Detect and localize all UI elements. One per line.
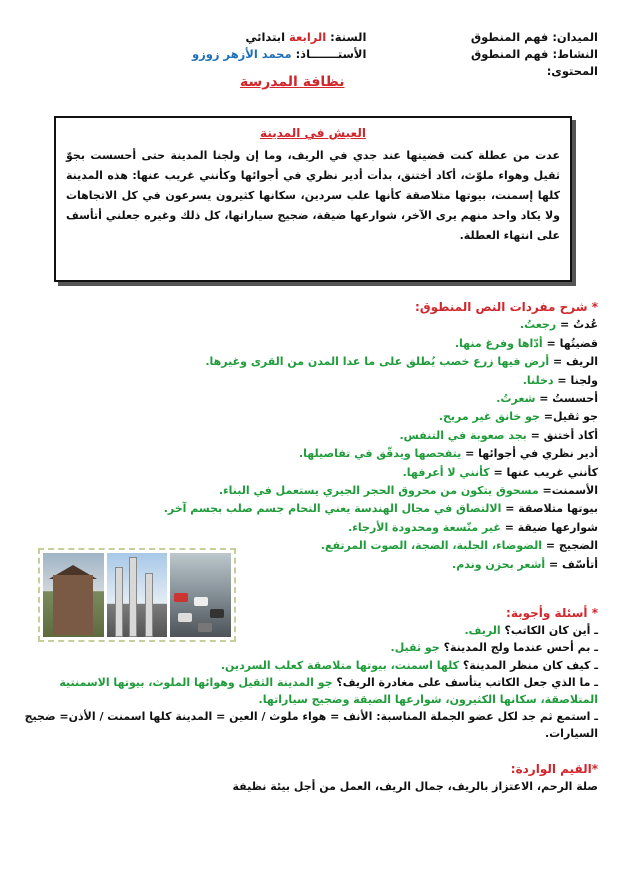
header-field-domain: الميدان: فهم المنطوق <box>470 30 598 44</box>
vocab-term: أحسستُ = <box>535 392 598 406</box>
vocab-item <box>18 427 598 445</box>
vocab-definition: أشعر بحزن وندم. <box>452 557 546 571</box>
vocab-definition: جو خانق غير مريح. <box>438 410 540 424</box>
header-field-teacher: الأستـــــــاذ: محمد الأزهر زوزو <box>192 47 367 61</box>
header-left <box>192 30 366 78</box>
qa-section <box>18 605 598 743</box>
vocab-item <box>18 519 598 537</box>
question-text: ـ أين كان الكاتب؟ <box>500 624 598 638</box>
vocab-definition: أدّاها وفرغ منها. <box>454 336 543 350</box>
text-title: العيش في المدينة <box>260 126 366 140</box>
vocab-definition: دخلنا. <box>522 373 554 387</box>
content-title: نظافة المدرسة <box>240 74 345 90</box>
vocab-item <box>18 353 598 371</box>
qa-title: * أسئلة وأجوبة: <box>506 606 598 620</box>
header <box>22 30 598 78</box>
qa-item <box>18 674 598 708</box>
question-text: ـ كيف كان منظر المدينة؟ <box>459 658 598 672</box>
vocab-definition: بجد صعوبة في التنفس. <box>399 428 527 442</box>
vocab-definition: شعرتُ. <box>496 392 536 406</box>
answer-text: جو المدينة الثقيل وهوائها الملوث، بيوتها الاسمنتية المتلاصقة، سكانها الكثيرون، شوارعها الضيقة وضجيج سياراتها. <box>59 675 598 707</box>
header-right <box>471 30 598 78</box>
vocab-item <box>18 372 598 390</box>
vocab-term: الضجيج = <box>542 539 598 553</box>
vocab-definition: مسحوق يتكون من محروق الحجر الجيري يستعمل في البناء. <box>218 484 539 498</box>
answer-text: كلها اسمنت، بيوتها متلاصقة كعلب السردين. <box>220 658 460 672</box>
vocab-item <box>18 445 598 463</box>
answer-text: الريف. <box>464 624 501 638</box>
vocab-item <box>18 335 598 353</box>
qa-item <box>18 639 598 656</box>
vocab-term: قضيتُها = <box>542 336 598 350</box>
qa-item <box>18 657 598 674</box>
qa-list <box>18 622 598 742</box>
text-box <box>54 116 572 282</box>
vocab-term: ولجنا = <box>553 373 598 387</box>
question-text: ـ استمع ثم جد لكل عضو الجملة المناسبة: الأنف = هواء ملوث / العين = المدينة كلها اسمنت / الأذن= ضجيج السيارات. <box>24 710 598 741</box>
vocab-term: عُدتُ = <box>556 318 598 332</box>
vocab-definition: كأنني لا أعرفها. <box>402 465 490 479</box>
vocab-term: الأسمنت= <box>538 484 598 498</box>
vocab-definition: الضوضاء، الجلبة، الضجة، الصوت المرتفع. <box>320 539 543 553</box>
vocab-term: أتأسّف = <box>545 557 598 571</box>
vocab-item <box>18 500 598 518</box>
vocab-definition: يتفحصها ويدقّق في تفاصيلها. <box>298 447 462 461</box>
vocab-term: الريف = <box>549 355 598 369</box>
vocab-term: كأنني غريب عنها = <box>489 465 598 479</box>
vocab-item <box>18 482 598 500</box>
vocab-definition: أرض فيها زرع خصب يُطلق على ما عدا المدن من القرى وغيرها. <box>205 355 550 369</box>
vocab-section <box>18 298 598 574</box>
vocab-item <box>18 408 598 426</box>
vocab-title: * شرح مفردات النص المنطوق: <box>415 300 598 314</box>
vocab-item <box>18 464 598 482</box>
vocab-term: أكاد أختنق = <box>526 428 598 442</box>
header-field-year: السنة: الرابعة ابتدائي <box>245 30 367 44</box>
values-text: صلة الرحم، الاعتزاز بالريف، جمال الريف، العمل من أجل بيئة نظيفة <box>232 780 598 794</box>
answer-text: جو ثقيل. <box>390 641 440 655</box>
header-field-content: المحتوى: <box>546 64 598 78</box>
vocab-definition: رجعتُ. <box>519 318 557 332</box>
qa-item <box>18 622 598 639</box>
vocab-definition: الالتصاق في مجال الهندسة يعني التحام جسم صلب بجسم آخر. <box>163 502 502 516</box>
text-body: عدت من عطلة كنت قضيتها عند جدي في الريف، وما إن ولجنا المدينة حتى أحسست بجوّ ثقيل وهواء ملوّث، أكاد أختنق، بدأت أدير نظري في أجوائها وكأنني غريب عنها: هذه المدينة كلها إسمنت، بيوتها متلاصقة كأنها علب سردين، سكانها كثيرون يسرعون في كل الاتجاهات ولا يكاد واحد منهم يرى الآخر، شوارعها ضيقة، ضجيج سياراتها، كل ذلك وغيره جعلني أتأسف على انتهاء العطلة. <box>66 149 560 242</box>
vocab-term: بيوتها متلاصقة = <box>501 502 598 516</box>
vocab-term: جو ثقيل= <box>539 410 598 424</box>
question-text: ـ ما الذي جعل الكاتب يتأسف على مغادرة الريف؟ <box>332 675 598 689</box>
vocab-item <box>18 316 598 334</box>
vocab-list <box>18 316 598 574</box>
question-text: ـ بم أحس عندما ولج المدينة؟ <box>439 641 598 655</box>
vocab-definition: غير متّسعة ومحدودة الأرجاء. <box>348 520 501 534</box>
vocab-term: أدير نظري في أجوائها = <box>461 447 598 461</box>
qa-item <box>18 708 598 742</box>
values-title: *القيم الواردة: <box>510 762 598 776</box>
vocab-item <box>18 390 598 408</box>
header-field-activity: النشاط: فهم المنطوق <box>470 47 598 61</box>
values-section <box>18 760 598 797</box>
vocab-term: شوارعها ضيقة = <box>500 520 598 534</box>
